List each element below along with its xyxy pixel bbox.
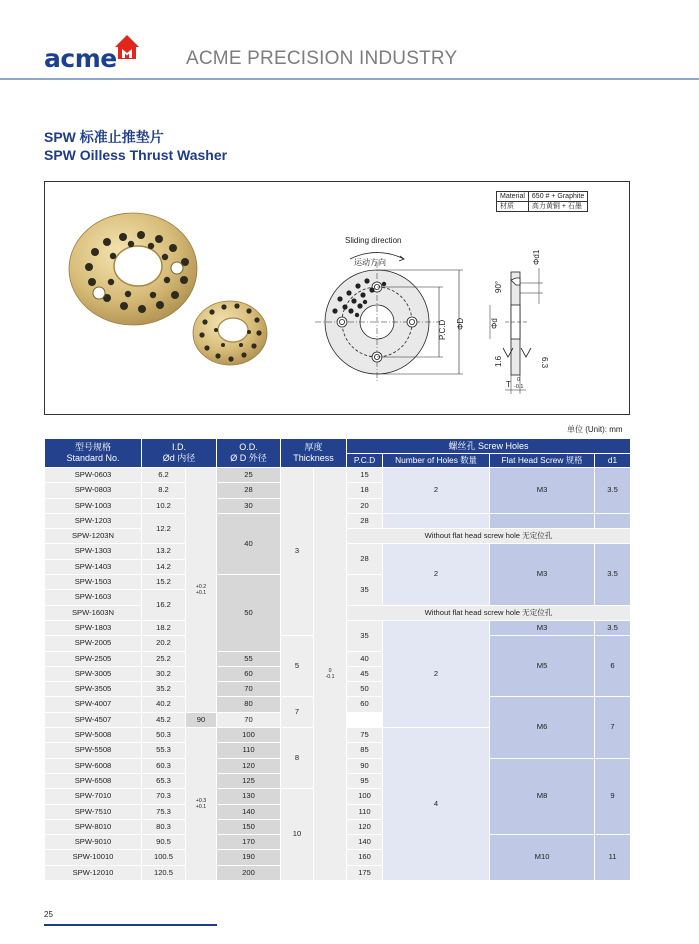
material-value-cn: 高力黄铜 + 石墨 xyxy=(528,202,587,212)
od-cell: 150 xyxy=(217,819,281,834)
std-cell: SPW-6008 xyxy=(45,758,142,773)
std-cell: SPW-1203N xyxy=(45,529,142,544)
page-title-cn: SPW 标准止推垫片 xyxy=(44,129,164,145)
thickness-label: T xyxy=(506,380,511,389)
pcd-cell: 175 xyxy=(347,865,383,880)
pcd-cell: 20 xyxy=(347,498,383,513)
od-cell: 60 xyxy=(217,666,281,681)
header-d1: d1 xyxy=(595,454,631,468)
thickness-tol-bottom: -0.1 xyxy=(514,384,524,390)
header-divider xyxy=(0,78,699,80)
std-cell: SPW-3005 xyxy=(45,666,142,681)
thickness-cell: 7 xyxy=(281,697,314,728)
screw-cell: M3 xyxy=(490,620,595,635)
std-cell: SPW-6508 xyxy=(45,773,142,788)
no-screw-hole-note: Without flat head screw hole 无定位孔 xyxy=(347,529,631,544)
pcd-cell: 35 xyxy=(347,575,383,606)
std-cell: SPW-1403 xyxy=(45,559,142,574)
pcd-cell: 40 xyxy=(347,651,383,666)
header-flat-head-screw: Flat Head Screw 规格 xyxy=(490,454,595,468)
screw-cell: M3 xyxy=(490,544,595,605)
std-cell: SPW-1203 xyxy=(45,513,142,528)
std-cell: SPW-2505 xyxy=(45,651,142,666)
washer-illustration xyxy=(45,182,631,416)
sliding-direction-label: Sliding direction xyxy=(345,236,402,245)
thickness-tolerance-cell: 0 -0.1 xyxy=(314,468,347,881)
pcd-cell: 75 xyxy=(347,728,383,743)
screw-cell: M8 xyxy=(490,758,595,834)
id-cell: 75.3 xyxy=(142,804,186,819)
pcd-cell: 15 xyxy=(347,468,383,483)
d1-cell: 3.5 xyxy=(595,544,631,605)
d1-cell: 11 xyxy=(595,835,631,881)
od-cell: 50 xyxy=(217,575,281,651)
pcd-cell: 28 xyxy=(347,544,383,575)
id-cell: 35.2 xyxy=(142,682,186,697)
id-cell: 12.2 xyxy=(142,513,186,544)
d1-cell: 6 xyxy=(595,636,631,697)
std-cell: SPW-7010 xyxy=(45,789,142,804)
d1-cell: 9 xyxy=(595,758,631,834)
pcd-cell: 90 xyxy=(347,758,383,773)
header-id: I.D. Ød 内径 xyxy=(142,439,217,468)
unit-label: 单位 (Unit): mm xyxy=(567,425,623,434)
id-cell: 120.5 xyxy=(142,865,186,880)
screw-cell xyxy=(490,513,595,528)
od-cell: 100 xyxy=(217,728,281,743)
large-washer-photo xyxy=(69,213,197,325)
od-cell: 190 xyxy=(217,850,281,865)
std-cell: SPW-1803 xyxy=(45,620,142,635)
id-cell: 45.2 xyxy=(142,712,186,727)
d1-cell: 3.5 xyxy=(595,468,631,514)
id-cell: 20.2 xyxy=(142,636,186,651)
page-number: 25 xyxy=(44,910,53,919)
pcd-cell: 120 xyxy=(347,819,383,834)
product-figure xyxy=(44,181,630,415)
roughness-label-right: 6.3 xyxy=(540,357,549,369)
std-cell: SPW-1303 xyxy=(45,544,142,559)
small-washer-photo xyxy=(193,301,267,365)
countersink-angle-label: 90° xyxy=(494,280,503,293)
od-cell: 30 xyxy=(217,498,281,513)
id-cell: 40.2 xyxy=(142,697,186,712)
od-cell: 90 xyxy=(186,712,217,727)
id-cell: 13.2 xyxy=(142,544,186,559)
pcd-cell: 100 xyxy=(347,789,383,804)
std-cell: SPW-5508 xyxy=(45,743,142,758)
pcd-cell: 60 xyxy=(347,697,383,712)
id-cell: 30.2 xyxy=(142,666,186,681)
thickness-tol-top: 0 xyxy=(517,377,521,383)
roughness-label-left: 1.6 xyxy=(494,355,503,367)
header-thickness: 厚度 Thickness xyxy=(281,439,347,468)
id-cell: 10.2 xyxy=(142,498,186,513)
od-cell: 200 xyxy=(217,865,281,880)
header-od: O.D. Ø D 外径 xyxy=(217,439,281,468)
pcd-cell: 18 xyxy=(347,483,383,498)
od-cell: 55 xyxy=(217,651,281,666)
material-value: 650 # + Graphite xyxy=(528,192,587,202)
pcd-cell: 50 xyxy=(347,682,383,697)
std-cell: SPW-9010 xyxy=(45,835,142,850)
table-row xyxy=(45,468,631,483)
thickness-cell: 3 xyxy=(281,468,314,636)
d1-cell xyxy=(595,513,631,528)
od-cell: 80 xyxy=(217,697,281,712)
std-cell: SPW-1603N xyxy=(45,605,142,620)
pcd-cell: 160 xyxy=(347,850,383,865)
id-tolerance-cell: +0.2 +0.1 xyxy=(186,468,217,713)
od-cell: 25 xyxy=(217,468,281,483)
pcd-cell: 45 xyxy=(347,666,383,681)
std-cell: SPW-0603 xyxy=(45,468,142,483)
std-cell: SPW-12010 xyxy=(45,865,142,880)
logo-wordmark: acme xyxy=(44,44,117,73)
material-label: Material xyxy=(497,192,529,202)
id-tolerance-cell: +0.3 +0.1 xyxy=(186,728,217,881)
std-cell: SPW-1003 xyxy=(45,498,142,513)
od-cell: 120 xyxy=(217,758,281,773)
id-cell: 80.3 xyxy=(142,819,186,834)
id-cell: 70.3 xyxy=(142,789,186,804)
std-cell: SPW-7510 xyxy=(45,804,142,819)
std-cell: SPW-2005 xyxy=(45,636,142,651)
header-screw-holes: 螺丝孔 Screw Holes xyxy=(347,439,631,454)
header-pcd: P.C.D xyxy=(347,454,383,468)
std-cell: SPW-4507 xyxy=(45,712,142,727)
thickness-cell: 8 xyxy=(281,728,314,789)
id-cell: 14.2 xyxy=(142,559,186,574)
footer-divider xyxy=(44,924,217,926)
od-dimension-label: ΦD xyxy=(456,317,465,330)
d1-cell: 7 xyxy=(595,697,631,758)
header-standard-no: 型号规格 Standard No. xyxy=(45,439,142,468)
id-cell: 16.2 xyxy=(142,590,186,621)
acme-logo xyxy=(44,32,144,72)
id-cell: 15.2 xyxy=(142,575,186,590)
logo-house-icon xyxy=(112,32,142,62)
no-screw-hole-note: Without flat head screw hole 无定位孔 xyxy=(347,605,631,620)
thickness-cell: 5 xyxy=(281,636,314,697)
screw-cell: M6 xyxy=(490,697,595,758)
od-cell: 125 xyxy=(217,773,281,788)
page-title-en: SPW Oilless Thrust Washer xyxy=(44,147,228,163)
id-cell: 100.5 xyxy=(142,850,186,865)
std-cell: SPW-5008 xyxy=(45,728,142,743)
id-dimension-label: Φd xyxy=(490,318,499,329)
d1-dimension-label: Φd1 xyxy=(532,249,541,265)
od-cell: 70 xyxy=(217,682,281,697)
pcd-cell: 140 xyxy=(347,835,383,850)
id-cell: 25.2 xyxy=(142,651,186,666)
holes-cell: 4 xyxy=(383,728,490,881)
od-cell: 28 xyxy=(217,483,281,498)
d1-cell: 3.5 xyxy=(595,620,631,635)
id-cell: 8.2 xyxy=(142,483,186,498)
od-cell: 140 xyxy=(217,804,281,819)
screw-cell: M10 xyxy=(490,835,595,881)
pcd-cell: 35 xyxy=(347,620,383,651)
header-number-of-holes: Number of Holes 数量 xyxy=(383,454,490,468)
std-cell: SPW-3505 xyxy=(45,682,142,697)
std-cell: SPW-8010 xyxy=(45,819,142,834)
holes-cell: 2 xyxy=(383,620,490,727)
od-cell: 40 xyxy=(217,513,281,574)
id-cell: 60.3 xyxy=(142,758,186,773)
company-name: ACME PRECISION INDUSTRY xyxy=(186,48,458,69)
screw-cell: M3 xyxy=(490,468,595,514)
holes-cell: 2 xyxy=(383,468,490,514)
pcd-cell: 70 xyxy=(217,712,281,727)
id-cell: 18.2 xyxy=(142,620,186,635)
pcd-cell: 85 xyxy=(347,743,383,758)
std-cell: SPW-1503 xyxy=(45,575,142,590)
std-cell: SPW-0803 xyxy=(45,483,142,498)
std-cell: SPW-10010 xyxy=(45,850,142,865)
od-cell: 170 xyxy=(217,835,281,850)
std-cell: SPW-4007 xyxy=(45,697,142,712)
thickness-cell: 10 xyxy=(281,789,314,881)
pcd-cell: 28 xyxy=(347,513,383,528)
pcd-cell: 95 xyxy=(347,773,383,788)
id-cell: 65.3 xyxy=(142,773,186,788)
front-view-drawing xyxy=(315,253,440,382)
pcd-cell: 110 xyxy=(347,804,383,819)
spec-table xyxy=(44,438,631,881)
od-cell: 110 xyxy=(217,743,281,758)
id-cell: 50.3 xyxy=(142,728,186,743)
od-cell: 130 xyxy=(217,789,281,804)
id-cell: 90.5 xyxy=(142,835,186,850)
pcd-dimension-label: P.C.D xyxy=(438,319,447,340)
id-cell: 6.2 xyxy=(142,468,186,483)
id-cell: 55.3 xyxy=(142,743,186,758)
std-cell: SPW-1603 xyxy=(45,590,142,605)
screw-cell: M5 xyxy=(490,636,595,697)
holes-cell: 2 xyxy=(383,544,490,605)
sliding-direction-label-cn: 运动方向 xyxy=(354,258,386,267)
material-label-cn: 材质 xyxy=(497,202,529,212)
holes-cell xyxy=(383,513,490,528)
